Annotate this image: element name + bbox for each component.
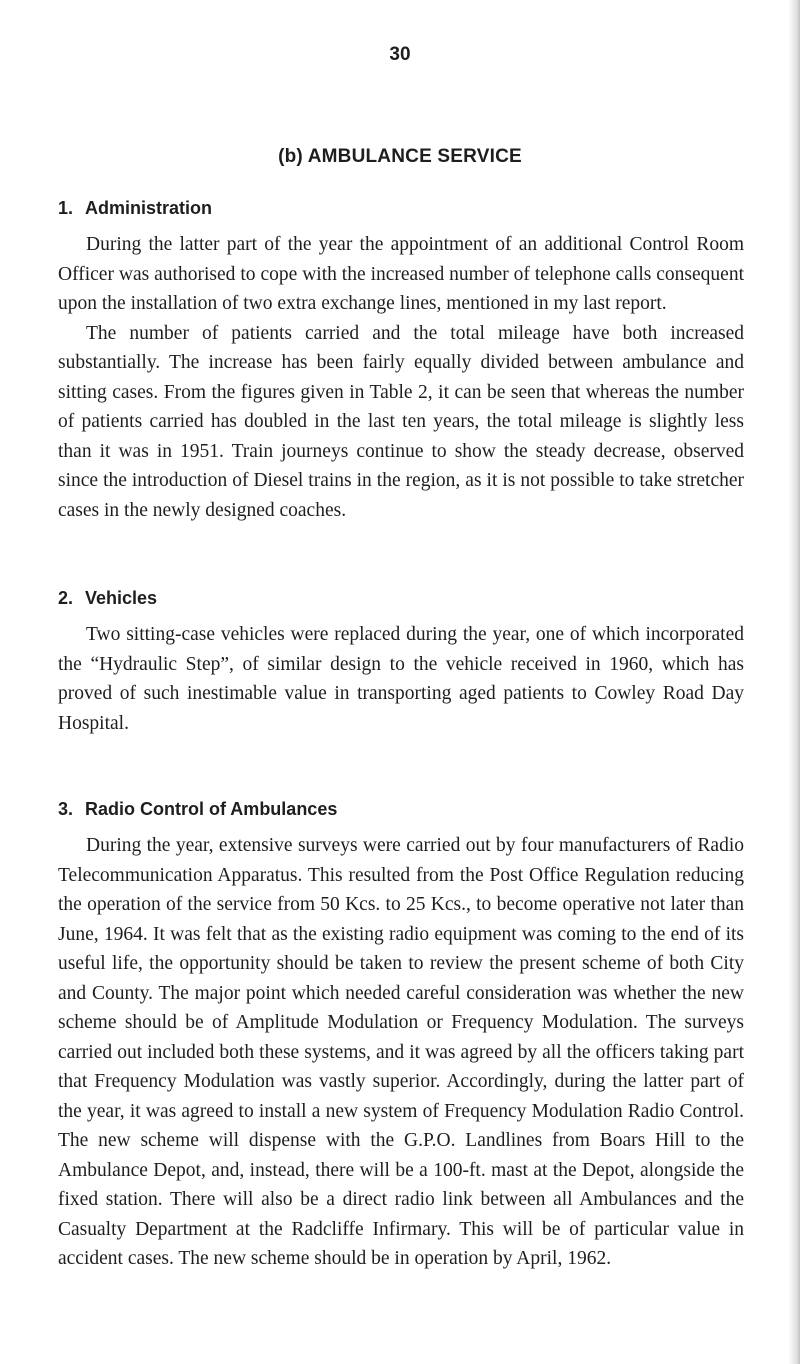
- section-title-text: Radio Control of Ambulances: [85, 799, 338, 819]
- paragraph: During the latter part of the year the appointment of an additional Control Room Officer was authorised to cope with the increased number of telephone calls consequent upon the installation of two extra exchange lines, mentioned in my last report.: [58, 234, 744, 314]
- paragraph: The number of patients carried and the total mileage have both increased substantially. The increase has been fairly equally divided between ambulance and sitting cases. From the figures given in Table 2, it can be seen that whereas the number of patients carried has doubled in the last ten years, the total mileage is slightly less than it was in 1951. Train journeys continue to show the steady decrease, observed since the introduction of Diesel trains in the region, as it is not possible to take stretcher cases in the newly designed coaches.: [58, 322, 744, 521]
- section-number: 1.: [58, 198, 74, 218]
- section-number: 2.: [58, 588, 74, 608]
- section-title: [58, 584, 744, 612]
- section-title-text: Vehicles: [85, 588, 158, 608]
- paragraph: During the year, extensive surveys were carried out by four manufacturers of Radio Telecommunication Apparatus. This resulted from the Post Office Regulation reducing the operation of the service from 50 Kcs. to 25 Kcs., to become operative not later than June, 1964. It was felt that as the existing radio equipment was coming to the end of its useful life, the opportunity should be taken to review the present scheme of both City and County. The major point which needed careful consideration was whether the new scheme should be of Amplitude Modulation or Frequency Modulation. The surveys carried out included both these systems, and it was agreed by all the officers taking part that Frequency Modulation was vastly superior. Accordingly, during the latter part of the year, it was agreed to install a new system of Frequency Modulation Radio Control. The new scheme will dispense with the G.P.O. Landlines from Boars Hill to the Ambulance Depot, and, instead, there will be a 100-ft. mast at the Depot, alongside the fixed station. There will also be a direct radio link between all Ambulances and the Casualty Department at the Radcliffe Infirmary. This will be of particular value in accident cases. The new scheme should be in operation by April, 1962.: [58, 835, 744, 1269]
- section-radio-control: [58, 795, 744, 1274]
- page-number: 30: [389, 44, 411, 65]
- page-heading: (b) AMBULANCE SERVICE: [278, 146, 522, 167]
- section-vehicles: [58, 584, 744, 738]
- section-title: [58, 795, 744, 823]
- section-title-text: Administration: [85, 198, 213, 218]
- section-administration: [58, 194, 744, 525]
- page-edge-shadow: [788, 0, 800, 1364]
- section-number: 3.: [58, 799, 74, 819]
- paragraph: Two sitting-case vehicles were replaced during the year, one of which incorporated the “Hydraulic Step”, of similar design to the vehicle received in 1960, which has proved of such inestimable value in transporting aged patients to Cowley Road Day Hospital.: [58, 624, 744, 734]
- section-title: [58, 194, 744, 222]
